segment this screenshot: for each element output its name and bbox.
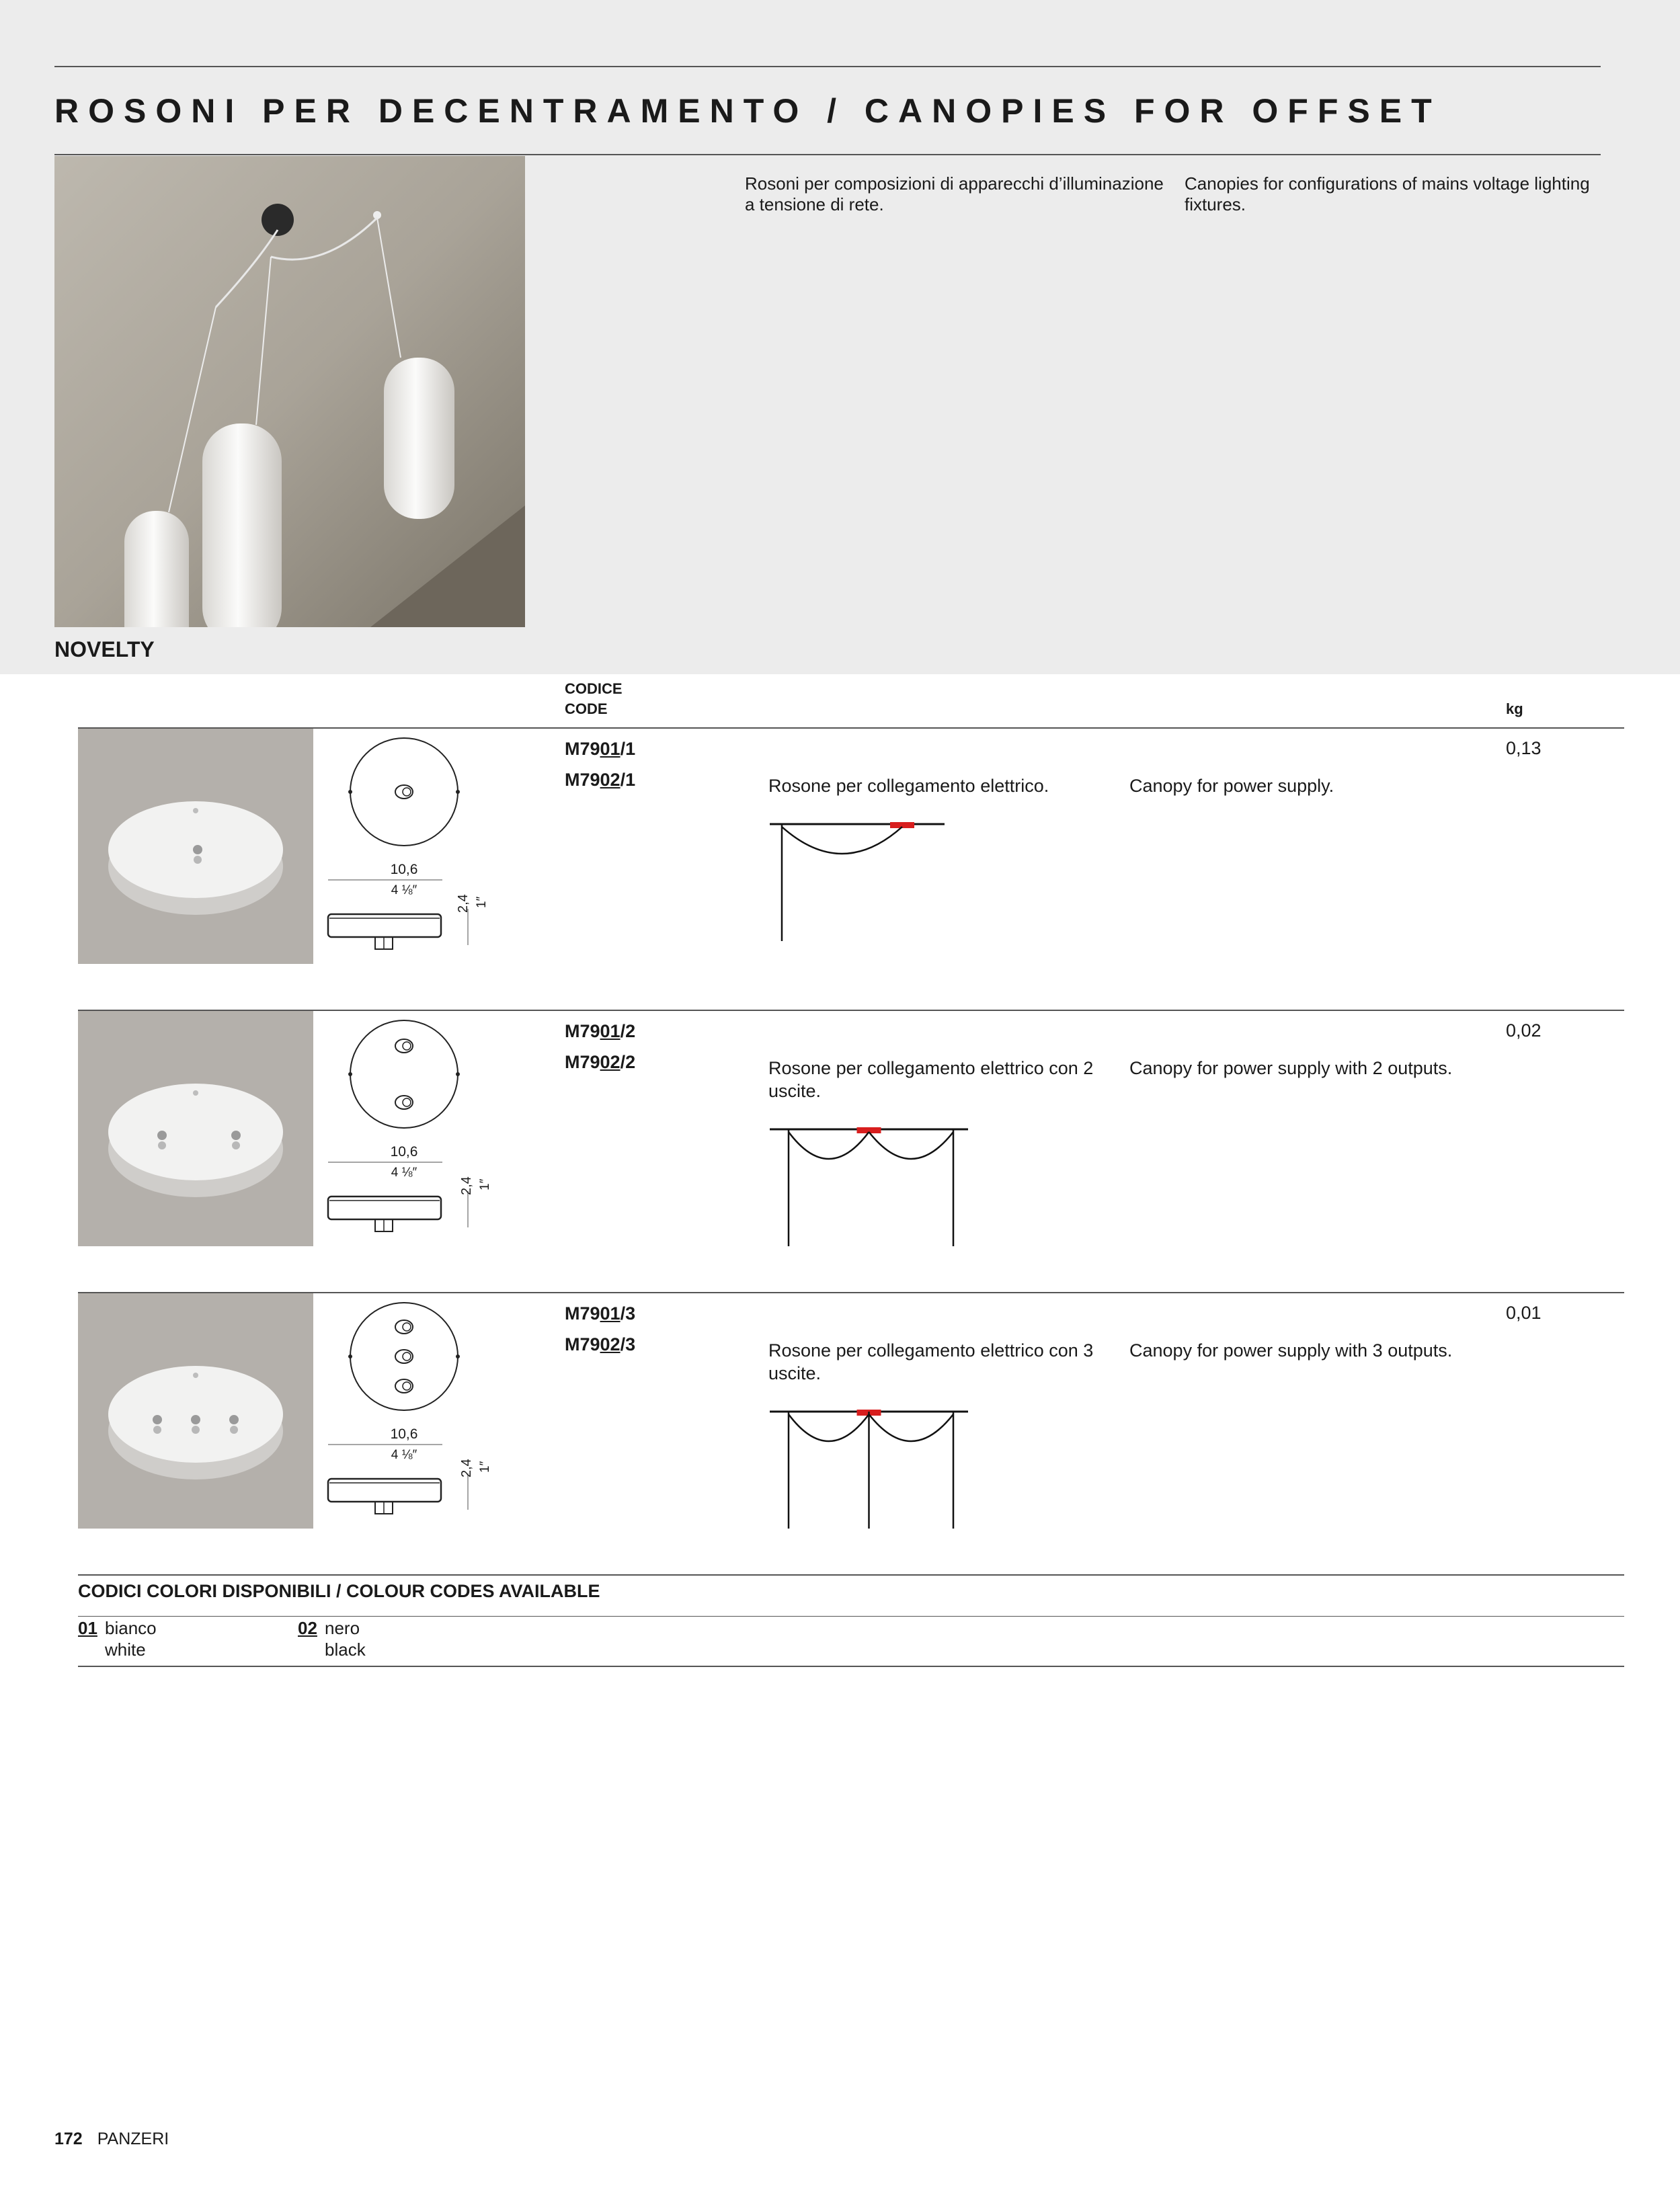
canopy-side-view (328, 914, 441, 937)
code-column-header (565, 679, 623, 719)
product-code: M7902/1 (565, 770, 636, 790)
hero-image (54, 156, 525, 627)
weight-1: 0,13 (1506, 738, 1542, 758)
description-italian-3: Rosone per collegamento elettrico con 3 uscite. (768, 1340, 1094, 1383)
height-inch: 1″ (478, 1461, 492, 1473)
connection-wire (782, 827, 902, 854)
product-photo-1 (78, 729, 313, 964)
diameter-inch: 4 ⅛″ (391, 883, 417, 897)
product-photo-3 (78, 1293, 313, 1529)
top-rule (54, 66, 1601, 67)
colors-bottom-rule (78, 1666, 1624, 1667)
color-code: 01 (78, 1618, 97, 1638)
connection-wire (869, 1414, 954, 1441)
color-name-italian: nero (325, 1618, 360, 1638)
page-number: 172 (54, 2130, 83, 2148)
page-footer (54, 2130, 169, 2149)
canopy-side-view (328, 1197, 441, 1219)
height-cm: 2,4 (459, 1176, 474, 1195)
weight-2: 0,02 (1506, 1020, 1542, 1041)
brand-name: PANZERI (97, 2130, 169, 2148)
canopy-top-view (350, 1303, 458, 1410)
product-codes-1 (565, 738, 635, 790)
diameter-cm: 10,6 (390, 1144, 418, 1160)
novelty-badge: NOVELTY (54, 637, 155, 661)
title-rule (54, 154, 1601, 155)
color-name-italian: bianco (105, 1618, 157, 1638)
product-code: M7901/1 (565, 739, 636, 759)
intro-italian: Rosoni per composizioni di apparecchi d’illuminazione a tensione di rete. (745, 173, 1164, 214)
color-name-english: black (325, 1639, 366, 1660)
color-code: 02 (298, 1618, 317, 1638)
connection-wire (789, 1132, 869, 1159)
height-inch: 1″ (478, 1178, 492, 1190)
canopy-top-view (350, 1020, 458, 1128)
height-cm: 2,4 (456, 894, 471, 913)
product-code: M7901/3 (565, 1303, 636, 1324)
code-header-italian: CODICE (565, 680, 623, 697)
code-header-english: CODE (565, 700, 608, 717)
color-name-english: white (105, 1639, 146, 1660)
colors-title: CODICI COLORI DISPONIBILI / COLOUR CODES AVAILABLE (78, 1581, 600, 1601)
page-title: ROSONI PER DECENTRAMENTO / CANOPIES FOR OFFSET (54, 92, 1441, 130)
connection-wire (789, 1414, 869, 1441)
outlet-hole (395, 1350, 413, 1363)
colors-top-rule (78, 1574, 1624, 1576)
outlet-hole (395, 1039, 413, 1053)
description-english-1: Canopy for power supply. (1129, 776, 1334, 796)
outlet-hole (395, 1379, 413, 1393)
product-codes-3 (565, 1303, 635, 1355)
diameter-inch: 4 ⅛″ (391, 1448, 417, 1462)
wiring-diagram-1 (763, 819, 985, 946)
product-codes-2 (565, 1020, 635, 1073)
canopy-top-view (350, 738, 458, 846)
description-italian-1: Rosone per collegamento elettrico. (768, 776, 1049, 796)
weight-column-header: kg (1506, 700, 1523, 717)
canopy-side-view (328, 1479, 441, 1502)
technical-drawing-3 (321, 1301, 503, 1537)
wiring-diagram-2 (763, 1124, 985, 1252)
product-photo-2 (78, 1011, 313, 1246)
diameter-cm: 10,6 (390, 862, 418, 877)
diameter-inch: 4 ⅛″ (391, 1166, 417, 1180)
height-cm: 2,4 (459, 1459, 474, 1477)
outlet-hole (395, 785, 413, 799)
height-inch: 1″ (475, 896, 489, 908)
connection-wire (869, 1132, 954, 1159)
description-italian-2: Rosone per collegamento elettrico con 2 uscite. (768, 1058, 1094, 1101)
intro-english: Canopies for configurations of mains voltage lighting fixtures. (1185, 173, 1590, 214)
technical-drawing-2 (321, 1019, 503, 1254)
outlet-hole (395, 1320, 413, 1334)
description-english-2: Canopy for power supply with 2 outputs. (1129, 1058, 1453, 1078)
colors-mid-rule (78, 1616, 1624, 1617)
product-code: M7902/2 (565, 1052, 636, 1072)
product-code: M7902/3 (565, 1334, 636, 1354)
outlet-hole (395, 1096, 413, 1109)
wiring-diagram-3 (763, 1406, 985, 1534)
description-english-3: Canopy for power supply with 3 outputs. (1129, 1340, 1453, 1361)
product-code: M7901/2 (565, 1021, 636, 1041)
technical-drawing-1 (321, 737, 503, 972)
diameter-cm: 10,6 (390, 1426, 418, 1442)
weight-3: 0,01 (1506, 1303, 1542, 1323)
